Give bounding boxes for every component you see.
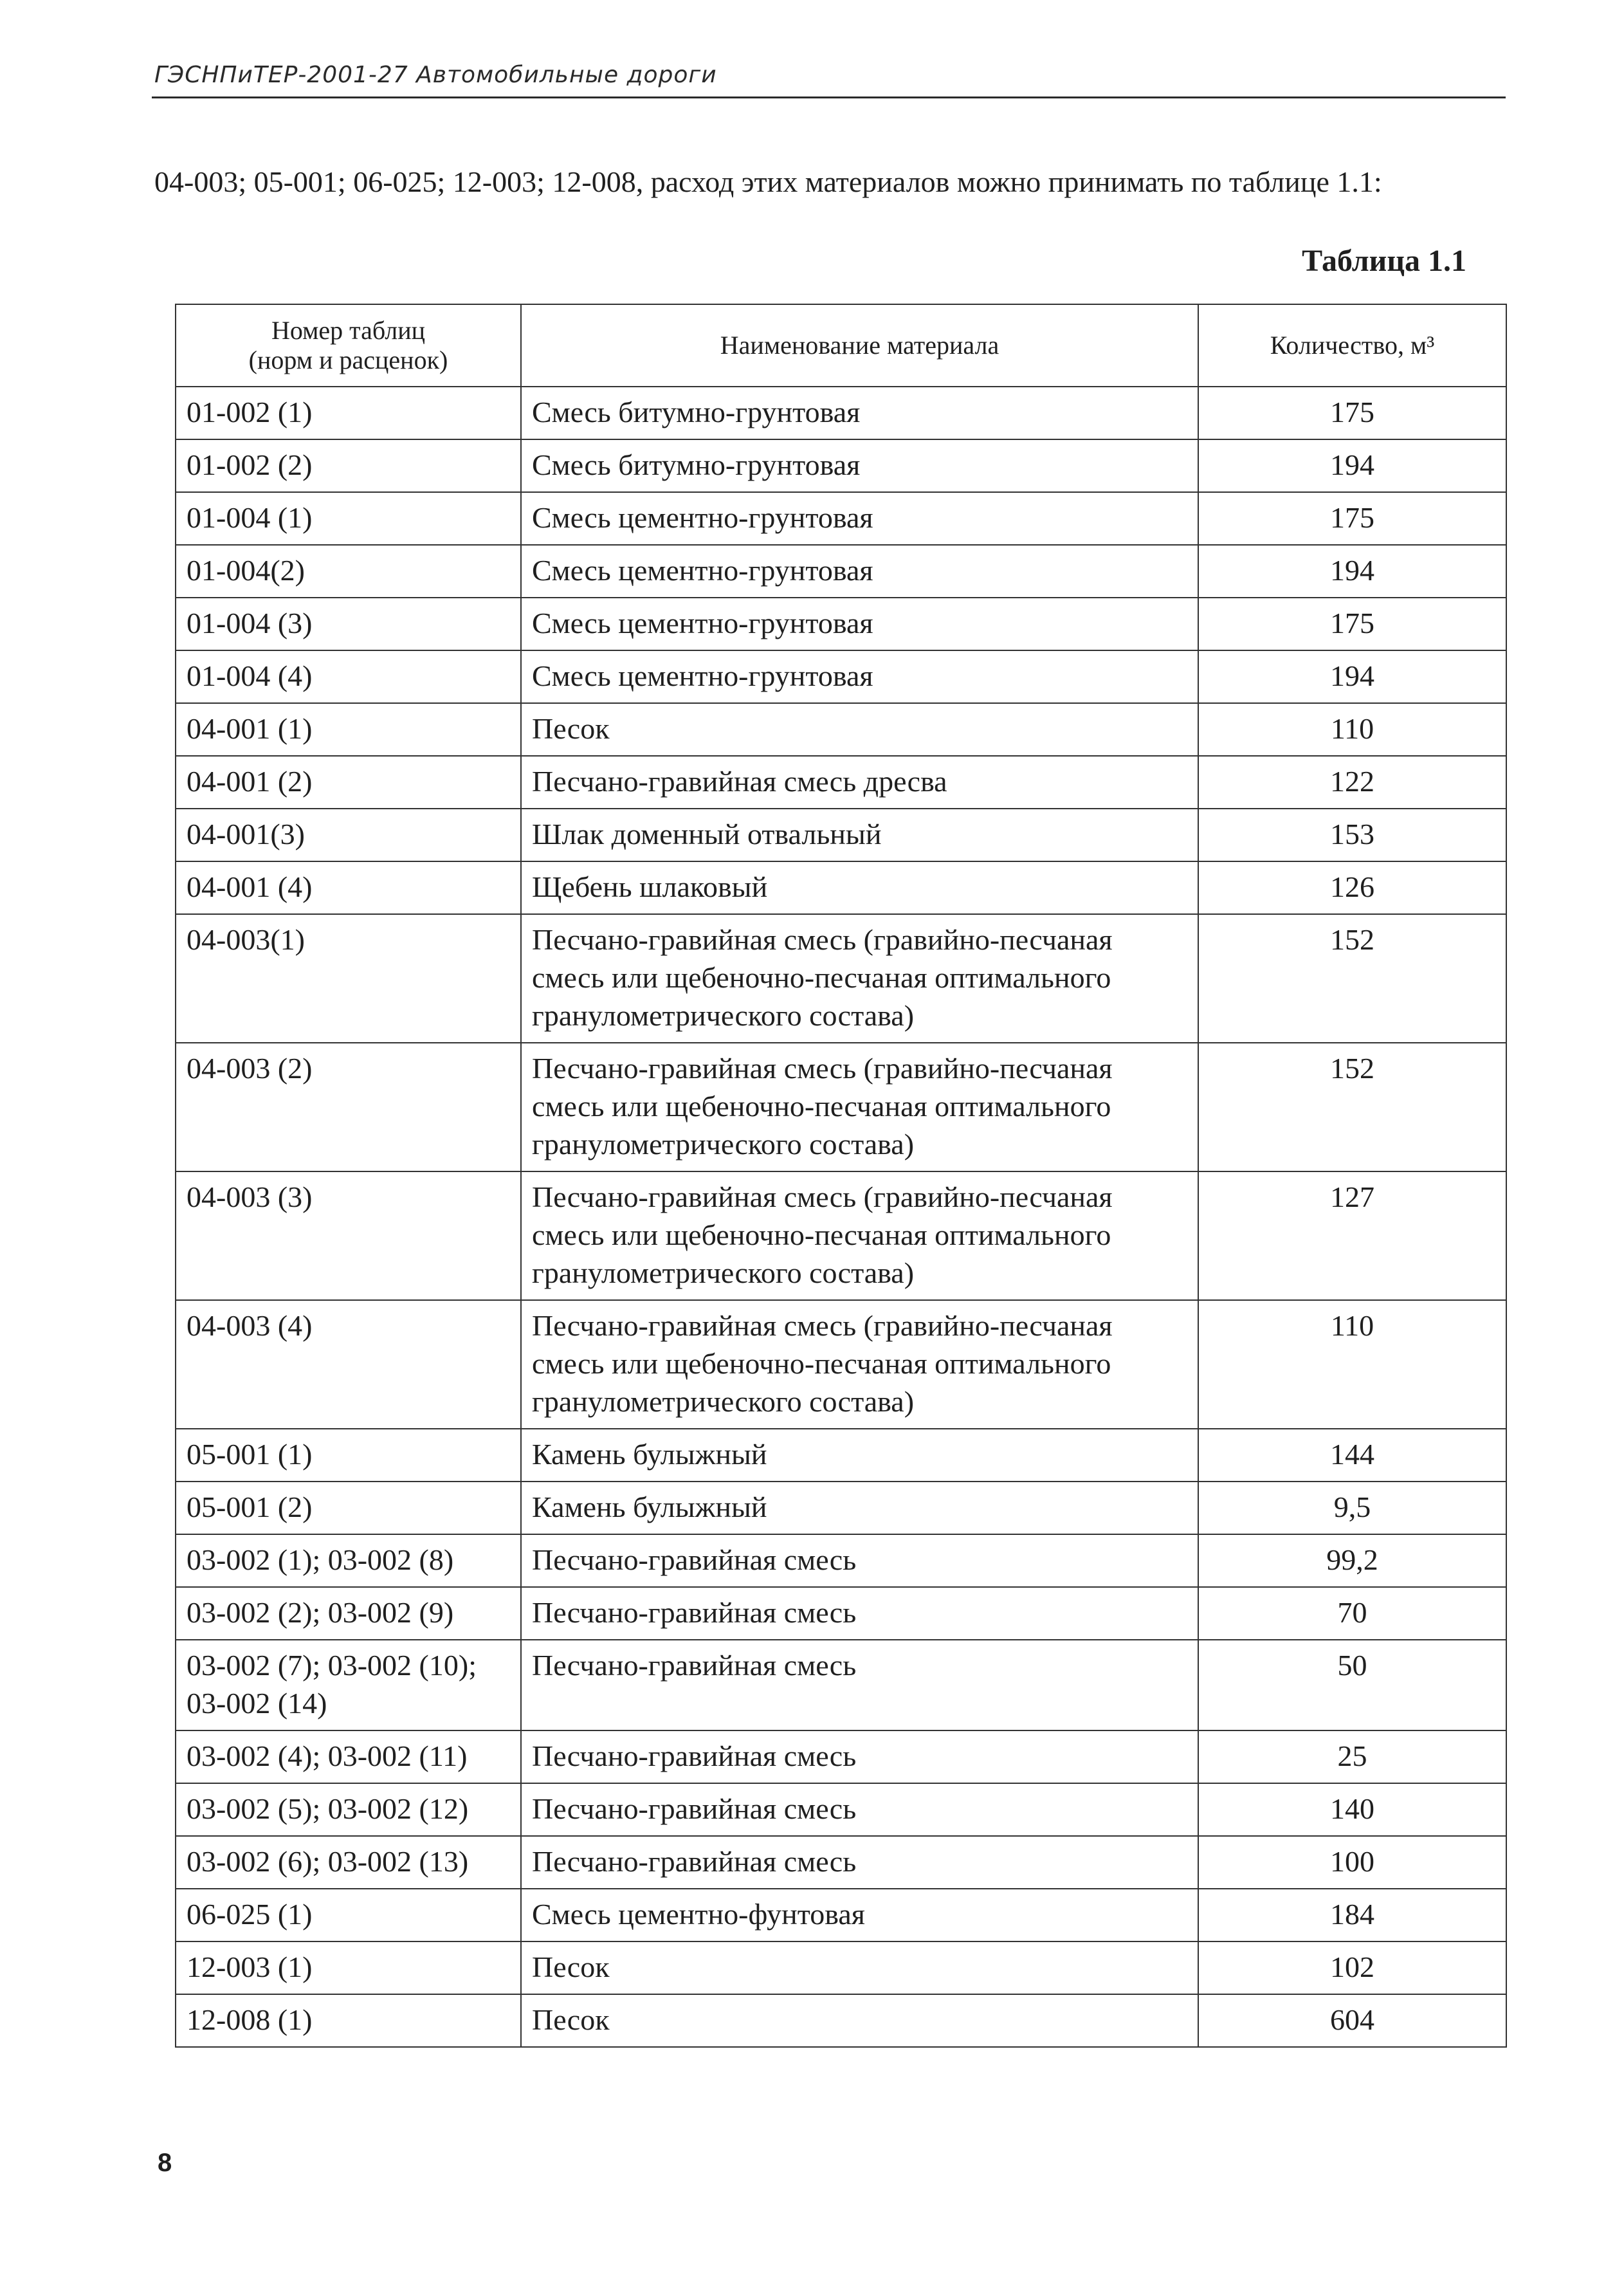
cell-quantity: 194 xyxy=(1198,650,1506,703)
cell-number: 01-004 (3) xyxy=(176,598,521,650)
cell-quantity: 194 xyxy=(1198,545,1506,598)
table-row xyxy=(176,598,1506,650)
cell-number: 01-002 (1) xyxy=(176,387,521,439)
cell-number: 12-008 (1) xyxy=(176,1994,521,2047)
cell-number: 12-003 (1) xyxy=(176,1941,521,1994)
cell-quantity: 99,2 xyxy=(1198,1534,1506,1587)
cell-material: Смесь цементно-грунтовая xyxy=(521,545,1198,598)
table-row xyxy=(176,703,1506,756)
cell-quantity: 194 xyxy=(1198,439,1506,492)
materials-table xyxy=(175,304,1507,2048)
cell-quantity: 50 xyxy=(1198,1640,1506,1730)
cell-quantity: 175 xyxy=(1198,492,1506,545)
cell-material: Смесь цементно-фунтовая xyxy=(521,1889,1198,1941)
cell-material: Смесь цементно-грунтовая xyxy=(521,650,1198,703)
cell-material: Песчано-гравийная смесь (гравийно-песчаная смесь или щебеночно-песчаная оптимального гранулометрического состава) xyxy=(521,914,1198,1043)
table-row xyxy=(176,1730,1506,1783)
cell-number: 01-004(2) xyxy=(176,545,521,598)
table-row xyxy=(176,1889,1506,1941)
table-row xyxy=(176,914,1506,1043)
cell-material: Смесь битумно-грунтовая xyxy=(521,439,1198,492)
cell-quantity: 127 xyxy=(1198,1171,1506,1300)
cell-number: 04-001 (1) xyxy=(176,703,521,756)
table-row xyxy=(176,439,1506,492)
cell-material: Песок xyxy=(521,1941,1198,1994)
column-header-material-label: Наименование материала xyxy=(720,331,999,360)
cell-material: Песчано-гравийная смесь (гравийно-песчаная смесь или щебеночно-песчаная оптимального гранулометрического состава) xyxy=(521,1043,1198,1171)
cell-quantity: 110 xyxy=(1198,703,1506,756)
cell-quantity: 9,5 xyxy=(1198,1482,1506,1534)
cell-material: Смесь битумно-грунтовая xyxy=(521,387,1198,439)
cell-material: Песок xyxy=(521,1994,1198,2047)
column-header-number xyxy=(176,304,521,387)
column-header-number-label: Номер таблиц (норм и расценок) xyxy=(248,316,448,374)
cell-quantity: 70 xyxy=(1198,1587,1506,1640)
table-row xyxy=(176,1783,1506,1836)
cell-material: Песчано-гравийная смесь xyxy=(521,1783,1198,1836)
cell-number: 04-001 (2) xyxy=(176,756,521,809)
cell-quantity: 110 xyxy=(1198,1300,1506,1429)
cell-quantity: 604 xyxy=(1198,1994,1506,2047)
cell-number: 03-002 (1); 03-002 (8) xyxy=(176,1534,521,1587)
table-row xyxy=(176,1300,1506,1429)
table-row xyxy=(176,1994,1506,2047)
table-header-row xyxy=(176,304,1506,387)
cell-quantity: 184 xyxy=(1198,1889,1506,1941)
cell-quantity: 175 xyxy=(1198,598,1506,650)
cell-number: 05-001 (1) xyxy=(176,1429,521,1482)
cell-number: 03-002 (2); 03-002 (9) xyxy=(176,1587,521,1640)
cell-number: 04-001 (4) xyxy=(176,861,521,914)
cell-material: Камень булыжный xyxy=(521,1429,1198,1482)
cell-number: 04-001(3) xyxy=(176,809,521,861)
table-row xyxy=(176,756,1506,809)
cell-quantity: 152 xyxy=(1198,914,1506,1043)
cell-number: 03-002 (5); 03-002 (12) xyxy=(176,1783,521,1836)
cell-number: 05-001 (2) xyxy=(176,1482,521,1534)
cell-material: Песчано-гравийная смесь xyxy=(521,1640,1198,1730)
column-header-quantity-label: Количество, м³ xyxy=(1270,331,1435,360)
cell-material: Смесь цементно-грунтовая xyxy=(521,492,1198,545)
cell-number: 04-003 (4) xyxy=(176,1300,521,1429)
cell-quantity: 100 xyxy=(1198,1836,1506,1889)
cell-quantity: 122 xyxy=(1198,756,1506,809)
table-row xyxy=(176,1482,1506,1534)
cell-number: 04-003 (2) xyxy=(176,1043,521,1171)
cell-material: Песчано-гравийная смесь xyxy=(521,1534,1198,1587)
table-row xyxy=(176,1534,1506,1587)
cell-material: Песчано-гравийная смесь xyxy=(521,1836,1198,1889)
table-row xyxy=(176,492,1506,545)
cell-number: 01-002 (2) xyxy=(176,439,521,492)
cell-material: Песчано-гравийная смесь (гравийно-песчаная смесь или щебеночно-песчаная оптимального гранулометрического состава) xyxy=(521,1300,1198,1429)
cell-number: 03-002 (6); 03-002 (13) xyxy=(176,1836,521,1889)
table-row xyxy=(176,1941,1506,1994)
table-row xyxy=(176,809,1506,861)
cell-material: Песок xyxy=(521,703,1198,756)
table-row xyxy=(176,1587,1506,1640)
cell-number: 03-002 (7); 03-002 (10); 03-002 (14) xyxy=(176,1640,521,1730)
cell-number: 01-004 (4) xyxy=(176,650,521,703)
column-header-material xyxy=(521,304,1198,387)
table-row xyxy=(176,861,1506,914)
cell-material: Щебень шлаковый xyxy=(521,861,1198,914)
cell-number: 01-004 (1) xyxy=(176,492,521,545)
table-row xyxy=(176,1171,1506,1300)
cell-quantity: 153 xyxy=(1198,809,1506,861)
page-number: 8 xyxy=(158,2149,172,2177)
cell-material: Песчано-гравийная смесь xyxy=(521,1587,1198,1640)
cell-quantity: 25 xyxy=(1198,1730,1506,1783)
table-row xyxy=(176,387,1506,439)
cell-material: Песчано-гравийная смесь (гравийно-песчаная смесь или щебеночно-песчаная оптимального гранулометрического состава) xyxy=(521,1171,1198,1300)
cell-number: 06-025 (1) xyxy=(176,1889,521,1941)
cell-material: Шлак доменный отвальный xyxy=(521,809,1198,861)
cell-quantity: 144 xyxy=(1198,1429,1506,1482)
cell-material: Песчано-гравийная смесь xyxy=(521,1730,1198,1783)
cell-quantity: 126 xyxy=(1198,861,1506,914)
cell-material: Камень булыжный xyxy=(521,1482,1198,1534)
cell-quantity: 175 xyxy=(1198,387,1506,439)
cell-quantity: 152 xyxy=(1198,1043,1506,1171)
cell-quantity: 102 xyxy=(1198,1941,1506,1994)
table-row xyxy=(176,1836,1506,1889)
intro-paragraph: 04-003; 05-001; 06-025; 12-003; 12-008, расход этих материалов можно принимать по таблице 1.1: xyxy=(154,165,1382,198)
column-header-quantity xyxy=(1198,304,1506,387)
cell-material: Смесь цементно-грунтовая xyxy=(521,598,1198,650)
running-header: ГЭСНПиТЕР-2001-27 Автомобильные дороги xyxy=(154,62,717,88)
table-caption: Таблица 1.1 xyxy=(1302,244,1466,278)
header-rule xyxy=(152,96,1506,98)
table-row xyxy=(176,1640,1506,1730)
cell-quantity: 140 xyxy=(1198,1783,1506,1836)
table-row xyxy=(176,545,1506,598)
table-row xyxy=(176,650,1506,703)
cell-number: 04-003(1) xyxy=(176,914,521,1043)
cell-number: 03-002 (4); 03-002 (11) xyxy=(176,1730,521,1783)
table-row xyxy=(176,1043,1506,1171)
table-row xyxy=(176,1429,1506,1482)
cell-number: 04-003 (3) xyxy=(176,1171,521,1300)
cell-material: Песчано-гравийная смесь дресва xyxy=(521,756,1198,809)
